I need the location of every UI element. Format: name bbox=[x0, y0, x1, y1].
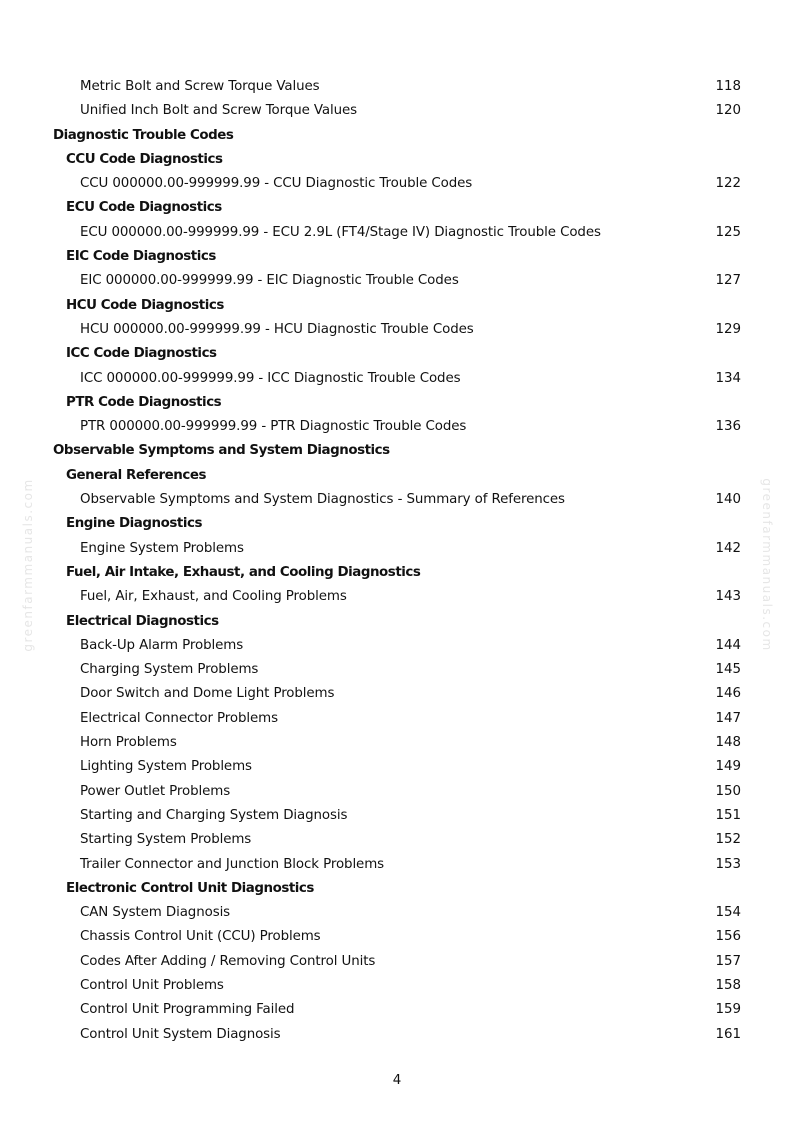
toc-entry[interactable] bbox=[0, 974, 794, 998]
page-number: 4 bbox=[392, 1073, 402, 1088]
toc-entry-page: 158 bbox=[715, 977, 741, 993]
toc-entry-title: Engine System Problems bbox=[80, 540, 244, 556]
toc-entry-page: 151 bbox=[715, 807, 741, 823]
toc-entry-title: EIC Code Diagnostics bbox=[66, 249, 216, 265]
toc-entry-title: Back-Up Alarm Problems bbox=[80, 637, 244, 653]
toc-entry-title: Control Unit Problems bbox=[80, 977, 224, 993]
toc-subsection-heading bbox=[0, 512, 794, 536]
toc-entry-title: Horn Problems bbox=[80, 735, 177, 751]
toc-entry-page: 146 bbox=[715, 686, 741, 702]
toc-section-heading bbox=[0, 124, 794, 148]
toc-entry-page: 142 bbox=[715, 540, 741, 556]
toc-subsection-heading bbox=[0, 245, 794, 269]
toc-entry-title: Starting System Problems bbox=[80, 832, 252, 848]
toc-entry[interactable] bbox=[0, 269, 794, 293]
toc-entry-title: Unified Inch Bolt and Screw Torque Values bbox=[80, 103, 358, 119]
toc-entry[interactable] bbox=[0, 853, 794, 877]
toc-subsection-heading bbox=[0, 877, 794, 901]
toc-subsection-heading bbox=[0, 610, 794, 634]
toc-entry[interactable] bbox=[0, 780, 794, 804]
toc-entry-title: Charging System Problems bbox=[80, 662, 259, 678]
toc-entry-title: Chassis Control Unit (CCU) Problems bbox=[80, 929, 321, 945]
toc-entry[interactable] bbox=[0, 731, 794, 755]
toc-entry[interactable] bbox=[0, 415, 794, 439]
toc-entry[interactable] bbox=[0, 828, 794, 852]
toc-subsection-heading bbox=[0, 464, 794, 488]
toc-entry[interactable] bbox=[0, 585, 794, 609]
toc-entry-page: 147 bbox=[715, 710, 741, 726]
toc-entry-title: PTR Code Diagnostics bbox=[66, 394, 222, 410]
toc-entry-title: EIC 000000.00-999999.99 - EIC Diagnostic Trouble Codes bbox=[80, 273, 459, 289]
toc-entry-title: Electrical Connector Problems bbox=[80, 710, 278, 726]
toc-entry[interactable] bbox=[0, 634, 794, 658]
toc-entry-page: 154 bbox=[715, 905, 741, 921]
toc-entry-page: 120 bbox=[715, 103, 741, 119]
toc-entry-page: 150 bbox=[715, 783, 741, 799]
toc-entry-page: 144 bbox=[715, 637, 741, 653]
toc-entry-page: 148 bbox=[715, 735, 741, 751]
toc-entry-page: 118 bbox=[715, 79, 741, 94]
toc-entry[interactable] bbox=[0, 925, 794, 949]
toc-entry-page: 152 bbox=[715, 832, 741, 848]
toc-entry-title: Metric Bolt and Screw Torque Values bbox=[80, 79, 320, 94]
toc-entry[interactable] bbox=[0, 367, 794, 391]
toc-entry-title: PTR 000000.00-999999.99 - PTR Diagnostic Trouble Codes bbox=[80, 419, 467, 435]
toc-entry-title: Trailer Connector and Junction Block Problems bbox=[80, 856, 385, 872]
toc-entry-title: ICC Code Diagnostics bbox=[66, 346, 217, 362]
toc-entry-title: ECU 000000.00-999999.99 - ECU 2.9L (FT4/Stage IV) Diagnostic Trouble Codes bbox=[80, 224, 601, 240]
toc-entry[interactable] bbox=[0, 172, 794, 196]
table-of-contents bbox=[0, 75, 794, 1047]
toc-entry-title: Control Unit Programming Failed bbox=[80, 1002, 295, 1018]
toc-entry-title: CAN System Diagnosis bbox=[80, 905, 231, 921]
toc-section-heading bbox=[0, 439, 794, 463]
toc-entry[interactable] bbox=[0, 221, 794, 245]
toc-entry-page: 156 bbox=[715, 929, 741, 945]
toc-entry-page: 161 bbox=[715, 1026, 741, 1042]
toc-entry[interactable] bbox=[0, 950, 794, 974]
toc-entry-title: CCU 000000.00-999999.99 - CCU Diagnostic Trouble Codes bbox=[80, 176, 473, 192]
toc-entry[interactable] bbox=[0, 755, 794, 779]
toc-entry-title: Control Unit System Diagnosis bbox=[80, 1026, 281, 1042]
toc-entry-page: 136 bbox=[715, 419, 741, 435]
toc-entry-page: 134 bbox=[715, 370, 741, 386]
toc-entry-page: 125 bbox=[715, 224, 741, 240]
watermark-left: greenfarmmanuals.com bbox=[21, 478, 35, 652]
toc-entry[interactable] bbox=[0, 1023, 794, 1047]
toc-entry-page: 127 bbox=[715, 273, 741, 289]
toc-entry-title: CCU Code Diagnostics bbox=[66, 151, 223, 167]
toc-entry-page: 149 bbox=[715, 759, 741, 775]
toc-entry[interactable] bbox=[0, 658, 794, 682]
toc-entry-title: Electronic Control Unit Diagnostics bbox=[66, 880, 314, 896]
toc-entry[interactable] bbox=[0, 99, 794, 123]
toc-entry-title: Diagnostic Trouble Codes bbox=[53, 127, 234, 143]
toc-entry-title: Fuel, Air Intake, Exhaust, and Cooling Diagnostics bbox=[66, 564, 421, 580]
toc-entry-title: HCU 000000.00-999999.99 - HCU Diagnostic Trouble Codes bbox=[80, 321, 474, 337]
toc-entry-title: HCU Code Diagnostics bbox=[66, 297, 224, 313]
watermark-right: greenfarmmanuals.com bbox=[760, 478, 774, 652]
toc-subsection-heading bbox=[0, 342, 794, 366]
toc-subsection-heading bbox=[0, 391, 794, 415]
toc-entry-title: Fuel, Air, Exhaust, and Cooling Problems bbox=[80, 589, 347, 605]
toc-entry[interactable] bbox=[0, 682, 794, 706]
toc-entry-title: ICC 000000.00-999999.99 - ICC Diagnostic Trouble Codes bbox=[80, 370, 461, 386]
toc-entry-title: Observable Symptoms and System Diagnostics - Summary of References bbox=[80, 492, 565, 508]
toc-entry-title: Codes After Adding / Removing Control Units bbox=[80, 953, 376, 969]
toc-entry[interactable] bbox=[0, 318, 794, 342]
toc-entry-title: Electrical Diagnostics bbox=[66, 613, 219, 629]
toc-entry[interactable] bbox=[0, 901, 794, 925]
toc-entry-title: Starting and Charging System Diagnosis bbox=[80, 807, 348, 823]
toc-entry[interactable] bbox=[0, 998, 794, 1022]
toc-entry-title: Lighting System Problems bbox=[80, 759, 252, 775]
toc-entry[interactable] bbox=[0, 75, 794, 99]
toc-entry[interactable] bbox=[0, 804, 794, 828]
toc-entry[interactable] bbox=[0, 537, 794, 561]
toc-entry-page: 153 bbox=[715, 856, 741, 872]
toc-entry-title: Observable Symptoms and System Diagnostics bbox=[53, 443, 390, 459]
toc-subsection-heading bbox=[0, 148, 794, 172]
toc-entry-title: Engine Diagnostics bbox=[66, 516, 202, 532]
toc-entry-page: 122 bbox=[715, 176, 741, 192]
toc-entry-page: 157 bbox=[715, 953, 741, 969]
toc-entry[interactable] bbox=[0, 707, 794, 731]
toc-entry-page: 129 bbox=[715, 321, 741, 337]
toc-entry-title: Door Switch and Dome Light Problems bbox=[80, 686, 335, 702]
toc-entry[interactable] bbox=[0, 488, 794, 512]
toc-entry-title: Power Outlet Problems bbox=[80, 783, 231, 799]
toc-entry-page: 159 bbox=[715, 1002, 741, 1018]
toc-entry-title: ECU Code Diagnostics bbox=[66, 200, 222, 216]
toc-entry-page: 143 bbox=[715, 589, 741, 605]
toc-entry-title: General References bbox=[66, 467, 206, 483]
toc-subsection-heading bbox=[0, 196, 794, 220]
toc-entry-page: 145 bbox=[715, 662, 741, 678]
toc-subsection-heading bbox=[0, 561, 794, 585]
toc-entry-page: 140 bbox=[715, 492, 741, 508]
toc-subsection-heading bbox=[0, 294, 794, 318]
